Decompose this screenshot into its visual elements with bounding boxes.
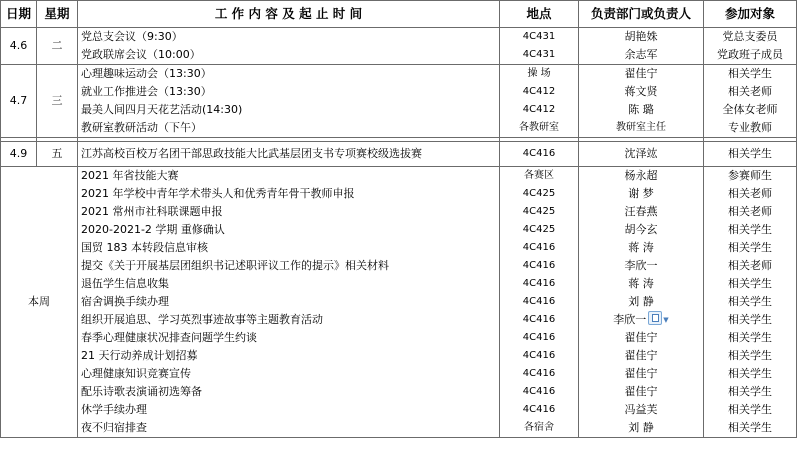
location-line: 4C412 (522, 86, 556, 97)
target-line: 党政班子成员 (717, 48, 783, 61)
target-line: 相关学生 (728, 313, 772, 326)
dept-line: 翟佳宁 (624, 367, 658, 380)
content-line: 就业工作推进会（13:30） (81, 85, 212, 98)
dept-line: 汪春燕 (624, 205, 658, 218)
dept-cell (579, 167, 704, 438)
location-line: 4C425 (522, 188, 556, 199)
dept-text: 李欣一 (613, 313, 647, 326)
target-line: 党总支委员 (722, 30, 778, 43)
target-line: 相关学生 (728, 349, 772, 362)
location-line: 各教研室 (519, 122, 559, 133)
header-date: 日期 (1, 1, 37, 28)
location-line: 4C416 (522, 386, 556, 397)
dept-line: 翟佳宁 (624, 331, 658, 344)
week-cell: 二 (37, 28, 78, 65)
dept-line: 蒋 涛 (628, 241, 654, 254)
header-week: 星期 (37, 1, 78, 28)
dept-line: 胡今玄 (624, 223, 658, 236)
location-line: 4C416 (522, 404, 556, 415)
target-line: 相关老师 (728, 85, 772, 98)
content-line: 春季心理健康状况排查问题学生约谈 (81, 331, 257, 344)
content-line: 心理趣味运动会（13:30） (81, 67, 212, 80)
location-line: 4C416 (522, 242, 556, 253)
dept-cell: 沈泽竑 (579, 142, 704, 167)
paste-options-icon[interactable] (648, 311, 662, 325)
target-line: 相关学生 (728, 67, 772, 80)
content-line: 2021 常州市社科联课题申报 (81, 205, 223, 218)
date-cell: 4.6 (1, 28, 37, 65)
content-line: 组织开展追思、学习英烈事迹故事等主题教育活动 (81, 313, 323, 326)
dept-line: 杨永超 (624, 169, 658, 182)
header-content: 工 作 内 容 及 起 止 时 间 (78, 1, 500, 28)
content-line: 退伍学生信息收集 (81, 277, 169, 290)
target-line: 相关学生 (728, 241, 772, 254)
dept-line-with-paste (579, 311, 703, 329)
dept-cell (579, 65, 704, 138)
date-cell: 4.7 (1, 65, 37, 138)
target-line: 相关学生 (728, 223, 772, 236)
location-line: 4C416 (522, 332, 556, 343)
dept-line: 翟佳宁 (624, 349, 658, 362)
location-cell (500, 28, 579, 65)
week-cell: 三 (37, 65, 78, 138)
content-line: 休学手续办理 (81, 403, 147, 416)
content-cell (78, 28, 500, 65)
group-row-4-7 (1, 65, 797, 138)
target-line: 相关学生 (728, 277, 772, 290)
location-line: 4C412 (522, 104, 556, 115)
dept-line: 李欣一 (624, 259, 658, 272)
target-line: 相关学生 (728, 403, 772, 416)
dept-line: 教研室主任 (616, 122, 666, 133)
content-line: 21 天行动养成计划招募 (81, 349, 198, 362)
header-location: 地点 (500, 1, 579, 28)
chevron-down-icon[interactable]: ▼ (663, 316, 669, 324)
dept-line: 陈 璐 (628, 103, 654, 116)
location-cell (500, 65, 579, 138)
location-line: 4C416 (522, 350, 556, 361)
content-line: 宿舍调换手续办理 (81, 295, 169, 308)
target-line: 相关老师 (728, 187, 772, 200)
dept-line: 刘 静 (628, 295, 654, 308)
target-cell (704, 167, 797, 438)
content-line: 配乐诗歌表演诵初选筹备 (81, 385, 202, 398)
location-line: 4C425 (522, 206, 556, 217)
target-line: 相关学生 (728, 331, 772, 344)
target-line: 参赛师生 (728, 169, 772, 182)
dept-line: 胡艳姝 (624, 30, 658, 43)
group-row-this-week (1, 167, 797, 438)
content-cell (78, 167, 500, 438)
target-line: 相关学生 (728, 421, 772, 434)
content-line: 提交《关于开展基层团组织书记述职评议工作的提示》相关材料 (81, 259, 389, 272)
target-line: 相关学生 (728, 367, 772, 380)
location-cell (500, 167, 579, 438)
content-line: 2021 年省技能大赛 (81, 169, 179, 182)
location-cell: 4C416 (500, 142, 579, 167)
target-cell (704, 65, 797, 138)
date-cell: 4.9 (1, 142, 37, 167)
content-line: 国贸 183 本转段信息审核 (81, 241, 208, 254)
dept-line: 余志军 (624, 48, 658, 61)
content-cell: 江苏高校百校万名团干部思政技能大比武基层团支书专项赛校级选拔赛 (78, 142, 500, 167)
dept-line: 谢 梦 (628, 187, 654, 200)
content-line: 2021 年学校中青年学术带头人和优秀青年骨干教师申报 (81, 187, 355, 200)
group-row-4-6 (1, 28, 797, 65)
group-row-4-9 (1, 142, 797, 167)
content-cell (78, 65, 500, 138)
target-line: 相关学生 (728, 385, 772, 398)
target-line: 专业教师 (728, 121, 772, 134)
content-line: 夜不归宿排查 (81, 421, 147, 434)
week-cell: 五 (37, 142, 78, 167)
target-line: 相关老师 (728, 259, 772, 272)
target-line: 全体女老师 (722, 103, 778, 116)
target-line: 相关学生 (728, 295, 772, 308)
location-line: 各宿舍 (524, 422, 554, 433)
location-line: 4C416 (522, 278, 556, 289)
location-line: 4C416 (522, 368, 556, 379)
content-line: 党总支会议（9:30） (81, 30, 183, 43)
target-cell (704, 28, 797, 65)
content-line: 教研室教研活动（下午） (81, 121, 202, 134)
location-line: 各赛区 (524, 170, 554, 181)
content-line: 2020-2021-2 学期 重修确认 (81, 223, 225, 236)
content-line: 最美人间四月天花艺活动(14:30) (81, 103, 243, 116)
content-line: 心理健康知识竞赛宣传 (81, 367, 191, 380)
location-line: 4C431 (522, 49, 556, 60)
location-line: 4C431 (522, 31, 556, 42)
target-line: 相关老师 (728, 205, 772, 218)
location-line: 4C416 (522, 296, 556, 307)
dept-line: 蒋 涛 (628, 277, 654, 290)
dept-line: 冯益芙 (624, 403, 658, 416)
target-cell: 相关学生 (704, 142, 797, 167)
dept-cell (579, 28, 704, 65)
dept-line: 蒋文贤 (624, 85, 658, 98)
header-target: 参加对象 (704, 1, 797, 28)
location-line: 操 场 (527, 68, 551, 79)
dept-line: 刘 静 (628, 421, 654, 434)
content-line: 党政联席会议（10:00） (81, 48, 201, 61)
location-line: 4C416 (522, 260, 556, 271)
date-cell: 本周 (1, 167, 78, 438)
header-row (1, 1, 797, 28)
dept-line: 翟佳宁 (624, 385, 658, 398)
dept-line: 翟佳宁 (624, 67, 658, 80)
location-line: 4C416 (522, 314, 556, 325)
header-dept: 负责部门或负责人 (579, 1, 704, 28)
location-line: 4C425 (522, 224, 556, 235)
